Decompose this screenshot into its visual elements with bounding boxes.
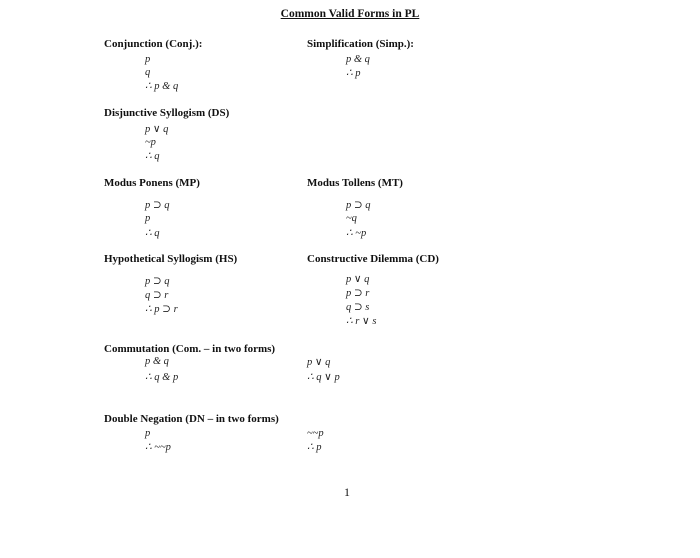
conjunction-conclusion: ∴ p & q — [145, 81, 179, 92]
com-form2-conclusion: ∴ q ∨ p — [307, 372, 340, 383]
conjunction-premise-2: q — [145, 67, 151, 78]
ds-premise-1: p ∨ q — [145, 124, 169, 135]
cd-conclusion: ∴ r ∨ s — [346, 316, 377, 327]
dn-form1-premise: p — [145, 428, 151, 439]
mp-premise-2: p — [145, 213, 151, 224]
page-number: 1 — [344, 485, 350, 499]
com-form2-premise: p ∨ q — [307, 357, 331, 368]
modus-tollens-heading: Modus Tollens (MT) — [307, 177, 403, 189]
disjunctive-syllogism-heading: Disjunctive Syllogism (DS) — [104, 107, 230, 119]
commutation-heading: Commutation (Com. – in two forms) — [104, 343, 276, 355]
com-form1-premise: p & q — [145, 356, 169, 367]
hs-premise-2: q ⊃ r — [145, 290, 169, 301]
dn-form2-conclusion: ∴ p — [307, 442, 322, 453]
conjunction-premise-1: p — [145, 54, 151, 65]
hs-conclusion: ∴ p ⊃ r — [145, 304, 178, 315]
ds-premise-2: ~p — [145, 137, 156, 148]
simplification-conclusion: ∴ p — [346, 68, 361, 79]
double-negation-heading: Double Negation (DN – in two forms) — [104, 413, 279, 425]
conjunction-heading: Conjunction (Conj.): — [104, 38, 203, 50]
ds-conclusion: ∴ q — [145, 151, 160, 162]
dn-form1-conclusion: ∴ ~~p — [145, 442, 171, 453]
simplification-heading: Simplification (Simp.): — [307, 38, 414, 50]
com-form1-conclusion: ∴ q & p — [145, 372, 179, 383]
page-title: Common Valid Forms in PL — [280, 8, 420, 20]
hs-premise-1: p ⊃ q — [145, 276, 170, 287]
modus-ponens-heading: Modus Ponens (MP) — [104, 177, 200, 189]
simplification-premise-1: p & q — [346, 54, 370, 65]
dn-form2-premise: ~~p — [307, 428, 324, 439]
cd-premise-3: q ⊃ s — [346, 302, 370, 313]
cd-premise-1: p ∨ q — [346, 274, 370, 285]
cd-premise-2: p ⊃ r — [346, 288, 370, 299]
mp-conclusion: ∴ q — [145, 228, 160, 239]
mt-conclusion: ∴ ~p — [346, 228, 367, 239]
mt-premise-2: ~q — [346, 213, 357, 224]
hypothetical-syllogism-heading: Hypothetical Syllogism (HS) — [104, 253, 238, 265]
mp-premise-1: p ⊃ q — [145, 200, 170, 211]
mt-premise-1: p ⊃ q — [346, 200, 371, 211]
constructive-dilemma-heading: Constructive Dilemma (CD) — [307, 253, 439, 265]
